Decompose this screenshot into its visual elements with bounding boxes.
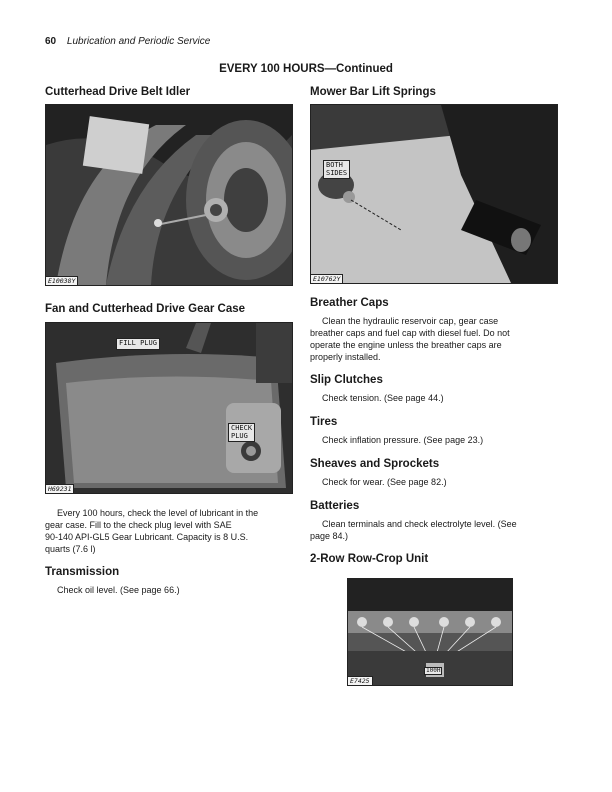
- part-label-100h: 100H: [426, 667, 441, 674]
- heading-gear-case: Fan and Cutterhead Drive Gear Case: [45, 303, 246, 315]
- both-sides-label: [323, 160, 350, 179]
- figure-code-row-crop: E7425: [348, 676, 373, 685]
- both-sides-label-line-1: BOTH: [326, 161, 343, 169]
- page-number: 60: [45, 36, 57, 47]
- breather-caps-body-line-1: Clean the hydraulic reservoir cap, gear case: [322, 316, 499, 326]
- batteries-body-line-1: Clean terminals and check electrolyte level. (See: [322, 519, 517, 529]
- gear-case-illustration: [46, 323, 292, 493]
- photo-row-crop: [347, 578, 513, 686]
- breather-caps-body-line-2: breather caps and fuel cap with diesel fuel. Do not: [310, 328, 510, 338]
- gear-case-body-line-3: 90-140 API-GL5 Gear Lubricant. Capacity is 8 U.S.: [45, 532, 249, 542]
- heading-batteries: Batteries: [310, 500, 360, 512]
- breather-caps-body-line-3: operate the engine unless the breather caps are: [310, 340, 502, 350]
- both-sides-label-line-2: SIDES: [326, 168, 348, 177]
- batteries-body-line-2: page 84.): [310, 531, 349, 541]
- belt-idler-illustration: [46, 105, 292, 285]
- running-header: [45, 36, 210, 47]
- figure-code-belt-idler: E10038Y: [46, 276, 78, 285]
- check-plug-label-line-1: CHECK: [231, 424, 253, 432]
- sheaves-body: Check for wear. (See page 82.): [322, 477, 447, 487]
- fill-plug-label: FILL PLUG: [116, 338, 160, 350]
- gear-case-body-line-2: gear case. Fill to the check plug level with SAE: [45, 520, 232, 530]
- photo-gear-case: [45, 322, 293, 494]
- breather-caps-body-line-4: properly installed.: [310, 352, 381, 362]
- heading-slip-clutches: Slip Clutches: [310, 374, 383, 386]
- transmission-body: Check oil level. (See page 66.): [57, 585, 180, 595]
- figure-code-lift-springs: E10762Y: [311, 274, 343, 283]
- heading-tires: Tires: [310, 416, 338, 428]
- gear-case-body-line-1: Every 100 hours, check the level of lubricant in the: [57, 508, 259, 518]
- heading-sheaves: Sheaves and Sprockets: [310, 458, 440, 470]
- heading-belt-idler: Cutterhead Drive Belt Idler: [45, 86, 191, 98]
- photo-lift-springs: [310, 104, 558, 284]
- heading-lift-springs: Mower Bar Lift Springs: [310, 86, 436, 98]
- heading-transmission: Transmission: [45, 566, 120, 578]
- running-title: Lubrication and Periodic Service: [66, 36, 211, 47]
- photo-belt-idler: [45, 104, 293, 286]
- heading-breather-caps: Breather Caps: [310, 297, 389, 309]
- tires-body: Check inflation pressure. (See page 23.): [322, 435, 484, 445]
- figure-code-gear-case: H69231: [46, 484, 74, 493]
- heading-row-crop: 2-Row Row-Crop Unit: [310, 553, 429, 565]
- gear-case-body-line-4: quarts (7.6 l): [45, 544, 96, 554]
- check-plug-label: [228, 423, 255, 442]
- slip-clutches-body: Check tension. (See page 44.): [322, 393, 444, 403]
- check-plug-label-line-2: PLUG: [231, 431, 248, 440]
- lift-springs-illustration: [311, 105, 557, 283]
- section-heading: EVERY 100 HOURS—Continued: [219, 63, 393, 75]
